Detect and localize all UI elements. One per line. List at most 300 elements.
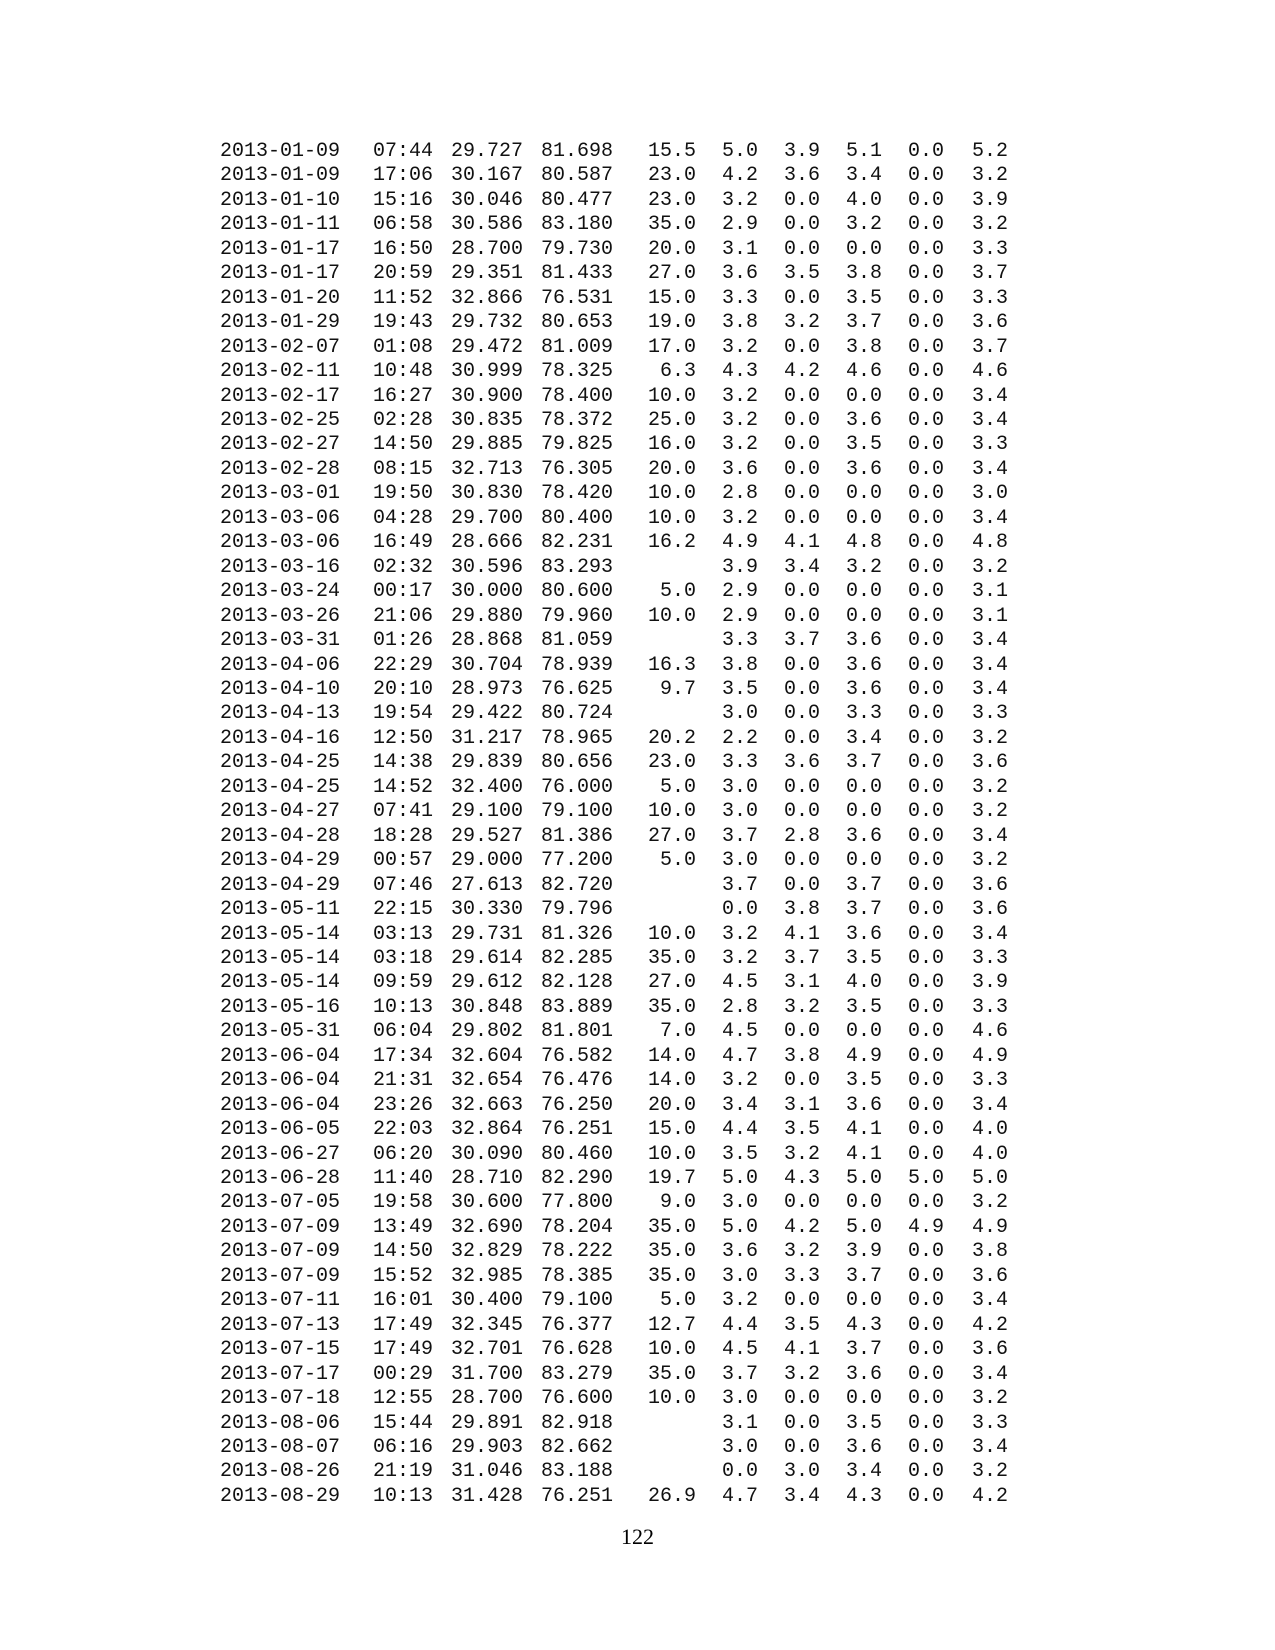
magnitude-5-cell: 3.6 [972,898,1009,922]
magnitude-3-cell: 3.3 [846,702,883,726]
magnitude-4-cell: 0.0 [908,971,945,995]
magnitude-1-cell: 3.2 [722,335,759,359]
magnitude-1-cell: 2.8 [722,995,759,1019]
magnitude-3-cell: 3.4 [846,164,883,188]
time-cell: 14:50 [373,1240,434,1264]
magnitude-4-cell: 0.0 [908,1240,945,1264]
time-cell: 12:50 [373,726,434,750]
depth-cell: 23.0 [647,188,696,212]
time-cell: 15:16 [373,188,434,212]
depth-cell: 17.0 [647,335,696,359]
time-cell: 19:58 [373,1191,434,1215]
longitude-cell: 80.477 [541,188,614,212]
magnitude-3-cell: 4.1 [846,1118,883,1142]
time-cell: 17:49 [373,1313,434,1337]
table-row [220,1191,1022,1215]
magnitude-2-cell: 4.1 [784,1338,821,1362]
depth-cell: 20.2 [647,726,696,750]
table-row [220,1485,1022,1509]
depth-cell: 12.7 [647,1313,696,1337]
date-cell: 2013-01-09 [220,164,341,188]
depth-cell: 16.0 [647,433,696,457]
magnitude-1-cell: 3.3 [722,629,759,653]
magnitude-4-cell: 0.0 [908,995,945,1019]
date-cell: 2013-07-09 [220,1215,341,1239]
magnitude-5-cell: 3.8 [972,1240,1009,1264]
depth-cell: 10.0 [647,1142,696,1166]
magnitude-5-cell: 3.2 [972,213,1009,237]
magnitude-5-cell: 3.4 [972,824,1009,848]
magnitude-5-cell: 3.2 [972,555,1009,579]
longitude-cell: 83.188 [541,1460,614,1484]
magnitude-4-cell: 0.0 [908,702,945,726]
date-cell: 2013-06-28 [220,1167,341,1191]
table-row [220,1216,1022,1240]
magnitude-1-cell: 3.7 [722,873,759,897]
time-cell: 22:15 [373,898,434,922]
magnitude-3-cell: 3.2 [846,213,883,237]
time-cell: 01:26 [373,629,434,653]
longitude-cell: 79.796 [541,898,614,922]
longitude-cell: 76.600 [541,1387,614,1411]
magnitude-4-cell: 0.0 [908,531,945,555]
date-cell: 2013-06-27 [220,1142,341,1166]
magnitude-2-cell: 0.0 [784,335,821,359]
longitude-cell: 77.200 [541,849,614,873]
magnitude-4-cell: 0.0 [908,360,945,384]
date-cell: 2013-07-09 [220,1240,341,1264]
longitude-cell: 82.662 [541,1436,614,1460]
depth-cell [636,1436,722,1460]
longitude-cell: 78.204 [541,1215,614,1239]
depth-cell [636,1460,722,1484]
time-cell: 12:55 [373,1387,434,1411]
magnitude-3-cell: 3.6 [846,677,883,701]
magnitude-2-cell: 0.0 [784,1387,821,1411]
magnitude-1-cell: 5.0 [722,1215,759,1239]
longitude-cell: 81.698 [541,140,614,163]
depth-cell: 10.0 [647,1338,696,1362]
magnitude-1-cell: 3.2 [722,384,759,408]
latitude-cell: 29.612 [451,971,524,995]
magnitude-3-cell: 5.0 [846,1167,883,1191]
magnitude-4-cell: 5.0 [908,1167,945,1191]
magnitude-2-cell: 4.1 [784,531,821,555]
time-cell: 15:52 [373,1264,434,1288]
magnitude-2-cell: 4.3 [784,1167,821,1191]
time-cell: 00:17 [373,580,434,604]
table-row [220,385,1022,409]
depth-cell: 35.0 [647,1264,696,1288]
table-row [220,213,1022,237]
magnitude-1-cell: 2.9 [722,580,759,604]
longitude-cell: 80.600 [541,580,614,604]
longitude-cell: 79.730 [541,237,614,261]
magnitude-1-cell: 4.5 [722,1338,759,1362]
time-cell: 14:52 [373,775,434,799]
magnitude-1-cell: 3.0 [722,1387,759,1411]
longitude-cell: 80.400 [541,506,614,530]
table-row [220,1314,1022,1338]
latitude-cell: 32.829 [451,1240,524,1264]
magnitude-5-cell: 3.7 [972,335,1009,359]
date-cell: 2013-03-16 [220,555,341,579]
magnitude-3-cell: 0.0 [846,1387,883,1411]
longitude-cell: 76.251 [541,1484,614,1508]
longitude-cell: 82.285 [541,946,614,970]
magnitude-1-cell: 3.5 [722,1142,759,1166]
magnitude-3-cell: 3.5 [846,433,883,457]
magnitude-2-cell: 2.8 [784,824,821,848]
magnitude-3-cell: 4.1 [846,1142,883,1166]
date-cell: 2013-04-29 [220,873,341,897]
depth-cell: 20.0 [647,457,696,481]
magnitude-4-cell: 0.0 [908,140,945,163]
longitude-cell: 76.625 [541,677,614,701]
magnitude-2-cell: 3.3 [784,1264,821,1288]
longitude-cell: 83.889 [541,995,614,1019]
magnitude-5-cell: 4.9 [972,1215,1009,1239]
longitude-cell: 82.290 [541,1167,614,1191]
latitude-cell: 29.880 [451,604,524,628]
magnitude-2-cell: 3.6 [784,751,821,775]
table-row [220,1436,1022,1460]
longitude-cell: 78.385 [541,1264,614,1288]
longitude-cell: 78.939 [541,653,614,677]
magnitude-1-cell: 2.9 [722,213,759,237]
date-cell: 2013-05-31 [220,1020,341,1044]
latitude-cell: 32.654 [451,1069,524,1093]
magnitude-4-cell: 4.9 [908,1215,945,1239]
magnitude-1-cell: 4.4 [722,1118,759,1142]
magnitude-1-cell: 3.0 [722,775,759,799]
table-row [220,409,1022,433]
depth-cell: 23.0 [647,751,696,775]
magnitude-3-cell: 0.0 [846,237,883,261]
magnitude-3-cell: 0.0 [846,1191,883,1215]
depth-cell: 19.7 [647,1167,696,1191]
latitude-cell: 31.046 [451,1460,524,1484]
time-cell: 18:28 [373,824,434,848]
magnitude-3-cell: 0.0 [846,506,883,530]
table-row [220,947,1022,971]
time-cell: 00:29 [373,1362,434,1386]
depth-cell: 35.0 [647,1215,696,1239]
date-cell: 2013-06-05 [220,1118,341,1142]
date-cell: 2013-02-07 [220,335,341,359]
latitude-cell: 30.596 [451,555,524,579]
date-cell: 2013-01-10 [220,188,341,212]
table-row [220,1069,1022,1093]
magnitude-1-cell: 4.5 [722,971,759,995]
date-cell: 2013-01-09 [220,140,341,163]
latitude-cell: 29.903 [451,1436,524,1460]
longitude-cell: 78.222 [541,1240,614,1264]
date-cell: 2013-05-16 [220,995,341,1019]
time-cell: 02:32 [373,555,434,579]
magnitude-5-cell: 3.1 [972,604,1009,628]
magnitude-4-cell: 0.0 [908,1460,945,1484]
magnitude-4-cell: 0.0 [908,800,945,824]
depth-cell: 16.3 [647,653,696,677]
table-row [220,1412,1022,1436]
magnitude-4-cell: 0.0 [908,188,945,212]
magnitude-3-cell: 0.0 [846,849,883,873]
longitude-cell: 79.960 [541,604,614,628]
date-cell: 2013-06-04 [220,1044,341,1068]
magnitude-1-cell: 3.3 [722,286,759,310]
table-row [220,874,1022,898]
magnitude-5-cell: 3.3 [972,433,1009,457]
magnitude-5-cell: 3.4 [972,677,1009,701]
longitude-cell: 82.128 [541,971,614,995]
magnitude-5-cell: 4.0 [972,1118,1009,1142]
magnitude-4-cell: 0.0 [908,164,945,188]
date-cell: 2013-07-17 [220,1362,341,1386]
depth-cell: 10.0 [647,1387,696,1411]
magnitude-1-cell: 5.0 [722,140,759,163]
magnitude-4-cell: 0.0 [908,824,945,848]
magnitude-2-cell: 0.0 [784,849,821,873]
magnitude-1-cell: 3.0 [722,702,759,726]
magnitude-3-cell: 5.0 [846,1215,883,1239]
magnitude-3-cell: 3.8 [846,262,883,286]
magnitude-2-cell: 0.0 [784,726,821,750]
date-cell: 2013-04-06 [220,653,341,677]
table-row [220,1240,1022,1264]
magnitude-5-cell: 3.2 [972,849,1009,873]
magnitude-2-cell: 3.8 [784,1044,821,1068]
time-cell: 17:49 [373,1338,434,1362]
magnitude-1-cell: 3.2 [722,1289,759,1313]
magnitude-5-cell: 3.2 [972,1387,1009,1411]
magnitude-5-cell: 3.9 [972,971,1009,995]
magnitude-4-cell: 0.0 [908,1362,945,1386]
latitude-cell: 29.802 [451,1020,524,1044]
magnitude-2-cell: 3.4 [784,1484,821,1508]
date-cell: 2013-01-20 [220,286,341,310]
table-row [220,898,1022,922]
table-row [220,1167,1022,1191]
depth-cell [636,702,722,726]
magnitude-4-cell: 0.0 [908,1289,945,1313]
time-cell: 20:59 [373,262,434,286]
date-cell: 2013-04-25 [220,775,341,799]
table-row [220,507,1022,531]
magnitude-1-cell: 3.9 [722,555,759,579]
date-cell: 2013-03-06 [220,506,341,530]
time-cell: 19:54 [373,702,434,726]
magnitude-2-cell: 0.0 [784,1191,821,1215]
magnitude-4-cell: 0.0 [908,457,945,481]
magnitude-3-cell: 3.5 [846,946,883,970]
time-cell: 19:43 [373,311,434,335]
magnitude-4-cell: 0.0 [908,629,945,653]
longitude-cell: 83.279 [541,1362,614,1386]
magnitude-4-cell: 0.0 [908,1191,945,1215]
longitude-cell: 76.531 [541,286,614,310]
table-row [220,1118,1022,1142]
time-cell: 14:50 [373,433,434,457]
magnitude-5-cell: 3.2 [972,1460,1009,1484]
latitude-cell: 30.090 [451,1142,524,1166]
magnitude-2-cell: 3.8 [784,898,821,922]
time-cell: 22:03 [373,1118,434,1142]
magnitude-1-cell: 3.6 [722,262,759,286]
magnitude-3-cell: 3.5 [846,1411,883,1435]
depth-cell: 14.0 [647,1069,696,1093]
magnitude-2-cell: 3.2 [784,1362,821,1386]
date-cell: 2013-04-25 [220,751,341,775]
latitude-cell: 30.167 [451,164,524,188]
longitude-cell: 79.100 [541,1289,614,1313]
magnitude-2-cell: 0.0 [784,580,821,604]
magnitude-2-cell: 3.0 [784,1460,821,1484]
date-cell: 2013-05-11 [220,898,341,922]
magnitude-3-cell: 0.0 [846,800,883,824]
table-row [220,458,1022,482]
magnitude-1-cell: 3.2 [722,408,759,432]
depth-cell [636,898,722,922]
magnitude-3-cell: 3.6 [846,629,883,653]
magnitude-3-cell: 3.9 [846,1240,883,1264]
magnitude-5-cell: 3.3 [972,286,1009,310]
longitude-cell: 81.433 [541,262,614,286]
depth-cell [636,556,722,580]
data-table [220,140,1022,1509]
magnitude-2-cell: 0.0 [784,1436,821,1460]
latitude-cell: 28.973 [451,677,524,701]
time-cell: 03:18 [373,946,434,970]
magnitude-2-cell: 0.0 [784,653,821,677]
magnitude-1-cell: 3.2 [722,922,759,946]
date-cell: 2013-07-18 [220,1387,341,1411]
magnitude-1-cell: 3.0 [722,1436,759,1460]
longitude-cell: 80.656 [541,751,614,775]
table-row [220,702,1022,726]
depth-cell: 23.0 [647,164,696,188]
magnitude-1-cell: 3.1 [722,237,759,261]
latitude-cell: 30.900 [451,384,524,408]
magnitude-4-cell: 0.0 [908,1069,945,1093]
depth-cell: 9.0 [659,1191,696,1215]
table-row [220,531,1022,555]
magnitude-3-cell: 0.0 [846,604,883,628]
magnitude-3-cell: 4.0 [846,188,883,212]
magnitude-5-cell: 3.6 [972,311,1009,335]
table-row [220,360,1022,384]
magnitude-1-cell: 4.2 [722,164,759,188]
magnitude-3-cell: 0.0 [846,1020,883,1044]
magnitude-4-cell: 0.0 [908,1142,945,1166]
magnitude-5-cell: 3.6 [972,1338,1009,1362]
magnitude-1-cell: 4.4 [722,1313,759,1337]
depth-cell: 27.0 [647,824,696,848]
date-cell: 2013-06-04 [220,1069,341,1093]
magnitude-1-cell: 4.9 [722,531,759,555]
depth-cell: 5.0 [659,1289,696,1313]
magnitude-2-cell: 4.2 [784,360,821,384]
table-row [220,800,1022,824]
date-cell: 2013-05-14 [220,971,341,995]
time-cell: 03:13 [373,922,434,946]
depth-cell: 5.0 [659,775,696,799]
magnitude-4-cell: 0.0 [908,555,945,579]
longitude-cell: 76.377 [541,1313,614,1337]
magnitude-4-cell: 0.0 [908,946,945,970]
longitude-cell: 80.460 [541,1142,614,1166]
magnitude-3-cell: 3.6 [846,1362,883,1386]
magnitude-4-cell: 0.0 [908,653,945,677]
longitude-cell: 81.326 [541,922,614,946]
table-row [220,1045,1022,1069]
table-row [220,1460,1022,1484]
magnitude-3-cell: 0.0 [846,1289,883,1313]
table-row [220,580,1022,604]
magnitude-1-cell: 3.1 [722,1411,759,1435]
magnitude-2-cell: 0.0 [784,800,821,824]
magnitude-4-cell: 0.0 [908,922,945,946]
depth-cell: 35.0 [647,213,696,237]
magnitude-1-cell: 4.7 [722,1484,759,1508]
magnitude-4-cell: 0.0 [908,1020,945,1044]
magnitude-4-cell: 0.0 [908,237,945,261]
magnitude-5-cell: 3.3 [972,995,1009,1019]
table-row [220,482,1022,506]
magnitude-3-cell: 3.7 [846,1338,883,1362]
magnitude-3-cell: 3.6 [846,1436,883,1460]
longitude-cell: 76.000 [541,775,614,799]
latitude-cell: 30.330 [451,898,524,922]
magnitude-1-cell: 2.2 [722,726,759,750]
magnitude-2-cell: 3.6 [784,164,821,188]
date-cell: 2013-04-27 [220,800,341,824]
latitude-cell: 29.700 [451,506,524,530]
magnitude-5-cell: 3.4 [972,408,1009,432]
latitude-cell: 30.704 [451,653,524,677]
magnitude-5-cell: 3.4 [972,922,1009,946]
longitude-cell: 76.628 [541,1338,614,1362]
time-cell: 16:50 [373,237,434,261]
magnitude-2-cell: 0.0 [784,237,821,261]
magnitude-5-cell: 3.4 [972,457,1009,481]
magnitude-2-cell: 0.0 [784,286,821,310]
magnitude-4-cell: 0.0 [908,286,945,310]
magnitude-2-cell: 0.0 [784,482,821,506]
magnitude-1-cell: 3.6 [722,457,759,481]
longitude-cell: 82.918 [541,1411,614,1435]
magnitude-5-cell: 3.4 [972,653,1009,677]
date-cell: 2013-04-29 [220,849,341,873]
magnitude-4-cell: 0.0 [908,506,945,530]
magnitude-5-cell: 3.3 [972,1411,1009,1435]
depth-cell: 35.0 [647,1240,696,1264]
magnitude-3-cell: 4.3 [846,1484,883,1508]
magnitude-3-cell: 3.2 [846,555,883,579]
table-row [220,971,1022,995]
magnitude-4-cell: 0.0 [908,1338,945,1362]
magnitude-1-cell: 5.0 [722,1167,759,1191]
magnitude-4-cell: 0.0 [908,604,945,628]
magnitude-5-cell: 4.8 [972,531,1009,555]
longitude-cell: 76.476 [541,1069,614,1093]
table-row [220,164,1022,188]
magnitude-1-cell: 3.0 [722,849,759,873]
magnitude-1-cell: 3.0 [722,800,759,824]
magnitude-1-cell: 4.5 [722,1020,759,1044]
magnitude-2-cell: 3.2 [784,1240,821,1264]
depth-cell: 5.0 [659,580,696,604]
